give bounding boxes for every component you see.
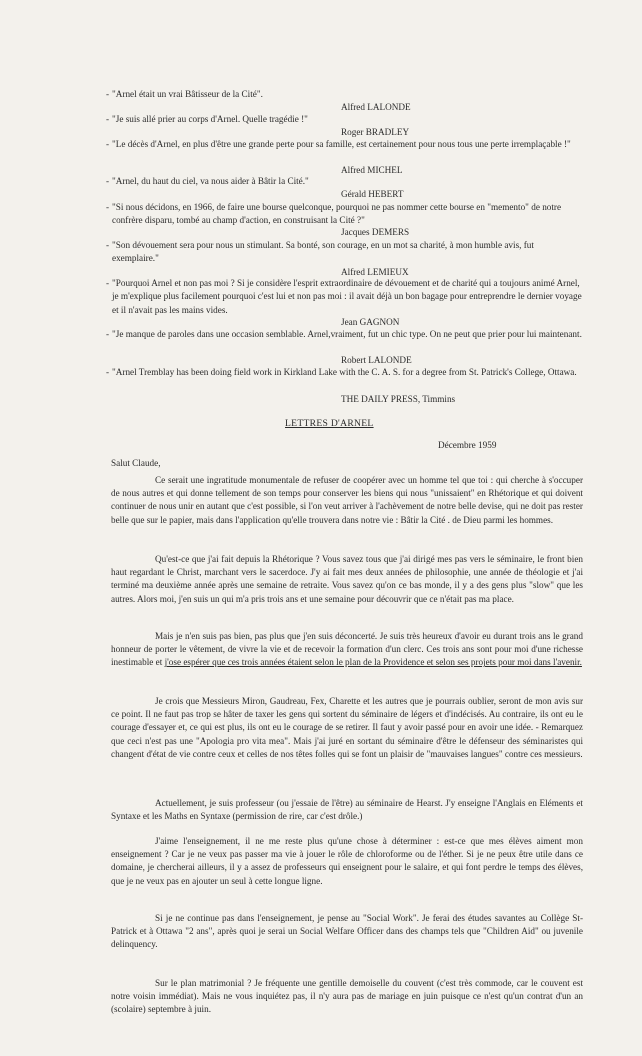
quote-6: - "Son dévouement sera pour nous un stimulant. Sa bonté, son courage, en un mot sa charité, à mon humble avis, fut exemplaire." bbox=[106, 240, 534, 264]
quote-author: Jacques DEMERS bbox=[341, 227, 410, 237]
quote-2: - "Je suis allé prier au corps d'Arnel. Quelle tragédie !" bbox=[106, 114, 308, 124]
letter-paragraph-2: Qu'est-ce que j'ai fait depuis la Rhétorique ? Vous savez tous que j'ai dirigé mes pas vers le séminaire, le front bien haut regardant le Christ, marchant vers le sacerdoce. J'y ai fait mes deux années de philosophie, une année de théologie et j'ai terminé ma deuxième année après une semaine de retraite. Vous savez qu'on ce bas monde, il y a des gens plus "slow" que les autres. Alors moi, j'en suis un qui m'a pris trois ans et une semaine pour découvrir que ce n'était pas ma place. bbox=[111, 554, 583, 604]
quote-author: Gérald HEBERT bbox=[341, 189, 404, 199]
quote-3: - "Le décès d'Arnel, en plus d'être une grande perte pour sa famille, est certainement pour nous tous une perte irremplaçable !" bbox=[106, 139, 571, 149]
letter-salutation: Salut Claude, bbox=[111, 458, 161, 468]
quote-author: Robert LALONDE bbox=[341, 355, 412, 365]
quote-author: THE DAILY PRESS, Timmins bbox=[341, 394, 456, 404]
quote-author: Jean GAGNON bbox=[341, 317, 400, 327]
quote-text: "Arnel était un vrai Bâtisseur de la Cité". bbox=[112, 89, 263, 99]
letters-title: LETTRES D'ARNEL bbox=[285, 418, 374, 429]
letter-paragraph-6: J'aime l'enseignement, il ne me reste plus qu'une chose à déterminer : est-ce que mes élèves aiment mon enseignement ? Car je ne veux pas passer ma vie à jouer le rôle de chloroforme ou de l'éther. Si je ne peux être utile dans ce domaine, je chercherai ailleurs, il y a assez de professeurs qui enseignent pour le salaire, et qui font perdre le temps des élèves, que je ne veux pas en ajouter un seul à cette longue ligne. bbox=[111, 836, 583, 886]
letter-paragraph-7: Si je ne continue pas dans l'enseignement, je pense au "Social Work". Je ferai des études savantes au Collège St-Patrick et à Ottawa "2 ans", après quoi je serai un Social Welfare Officer dans des champs tels que "Children Aid" ou juvenile delinquency. bbox=[111, 913, 583, 950]
letter-paragraph-4: Je crois que Messieurs Miron, Gaudreau, Fex, Charette et les autres que je pourrais oublier, seront de mon avis sur ce point. Il ne faut pas trop se hâter de taxer les gens qui sortent du séminaire de légers et d'indécisés. Au contraire, ils ont eu le courage d'essayer et, ce qui est plus, ils ont eu le courage de se retirer. Il faut y avoir passé pour en avoir une idée. - Remarquez que ceci n'est pas une "Apologia pro vita mea". Mais j'ai juré en sortant du séminaire d'être le défenseur des séminaristes qui changent d'état de vie contre ceux et celles de nos têtes folles qui se font un plaisir de "mauvaises langues" contre ces messieurs. bbox=[111, 696, 583, 759]
paragraph-text: Mais je n'en suis pas bien, pas plus que j'en suis déconcerté. Je suis très heureux d'avoir eu durant trois ans le grand honneur de porter le vêtement, de vivre la vie et de recevoir la formation d'un clerc. Ces trois ans sont pour moi d'une richesse inestimable et bbox=[111, 631, 583, 668]
letter-paragraph-1: Ce serait une ingratitude monumentale de refuser de coopérer avec un homme tel que toi : qui cherche à s'occuper de nous autres et qui donne tellement de son temps pour conserver les biens qui nous "unissaient" en Rhétorique et qui doivent continuer de nous unir en autant que c'est possible, si l'on veut arriver à l'achèvement de notre belle devise, qui ne doit pas rester belle que sur le papier, mais dans l'application qu'elle trouvera dans notre vie : Bâtir la Cité . de Dieu parmi les hommes. bbox=[111, 475, 583, 525]
quote-text: "Son dévouement sera pour nous un stimulant. Sa bonté, son courage, en un mot sa charité, à mon humble avis, fut exemplaire." bbox=[112, 240, 534, 264]
quote-7: - "Pourquoi Arnel et non pas moi ? Si je considère l'esprit extraordinaire de dévouement et de charité qui a toujours animé Arnel, je m'explique plus facilement pourquoi c'est lui et non pas moi : il avait déjà un bon bagage pour entreprendre le dernier voyage et il n'avait pas les mains vides. bbox=[106, 278, 582, 315]
quote-text: "Je suis allé prier au corps d'Arnel. Quelle tragédie !" bbox=[112, 114, 308, 124]
letter-paragraph-5: Actuellement, je suis professeur (ou j'essaie de l'être) au séminaire de Hearst. J'y enseigne l'Anglais en Eléments et Syntaxe et les Maths en Syntaxe (permission de rire, car c'est drôle.) bbox=[111, 798, 583, 822]
letter-paragraph-3 bbox=[111, 630, 583, 670]
quote-text: "Arnel, du haut du ciel, va nous aider à Bâtir la Cité." bbox=[112, 176, 309, 186]
quote-text: "Arnel Tremblay has been doing field work in Kirkland Lake with the C. A. S. for a degree from St. Patrick's College, Ottawa. bbox=[112, 367, 577, 377]
quote-8: - "Je manque de paroles dans une occasion semblable. Arnel,vraiment, fut un chic type. On ne peut que prier pour lui maintenant. bbox=[106, 329, 582, 339]
quote-author: Alfred MICHEL bbox=[341, 165, 403, 175]
quote-4: - "Arnel, du haut du ciel, va nous aider à Bâtir la Cité." bbox=[106, 176, 309, 186]
quote-text: "Pourquoi Arnel et non pas moi ? Si je considère l'esprit extraordinaire de dévouement et de charité qui a toujours animé Arnel, je m'explique plus facilement pourquoi c'est lui et non pas moi : il avait déjà un bon bagage pour entreprendre le dernier voyage et il n'avait pas les mains vides. bbox=[112, 278, 582, 315]
quote-author: Roger BRADLEY bbox=[341, 127, 410, 137]
underlined-text: j'ose espérer que ces trois années étaient selon le plan de la Providence et selon ses projets pour moi dans l'avenir. bbox=[164, 657, 582, 668]
letter-paragraph-8: Sur le plan matrimonial ? Je fréquente une gentille demoiselle du couvent (c'est très commode, car le couvent est notre voisin immédiat). Mais ne vous inquiétez pas, il n'y aura pas de mariage en juin puisque ce n'est qu'un contrat d'un an (scolaire) septembre à juin. bbox=[111, 978, 583, 1015]
letter-date: Décembre 1959 bbox=[438, 440, 497, 450]
quote-text: "Si nous décidons, en 1966, de faire une bourse quelconque, pourquoi ne pas nommer cette bourse en "memento" de notre confrère disparu, tombé au champ d'action, en construisant la Cité ?" bbox=[112, 202, 562, 226]
quote-5: - "Si nous décidons, en 1966, de faire une bourse quelconque, pourquoi ne pas nommer cette bourse en "memento" de notre confrère disparu, tombé au champ d'action, en construisant la Cité ?" bbox=[106, 202, 562, 226]
quote-9: - "Arnel Tremblay has been doing field work in Kirkland Lake with the C. A. S. for a degree from St. Patrick's College, Ottawa. bbox=[106, 367, 577, 377]
quote-author: Alfred LEMIEUX bbox=[341, 267, 409, 277]
quote-author: Alfred LALONDE bbox=[341, 102, 411, 112]
quote-text: "Je manque de paroles dans une occasion semblable. Arnel,vraiment, fut un chic type. On ne peut que prier pour lui maintenant. bbox=[112, 329, 582, 339]
quote-text: "Le décès d'Arnel, en plus d'être une grande perte pour sa famille, est certainement pour nous tous une perte irremplaçable !" bbox=[112, 139, 571, 149]
quote-1: - "Arnel était un vrai Bâtisseur de la Cité". bbox=[106, 89, 263, 99]
